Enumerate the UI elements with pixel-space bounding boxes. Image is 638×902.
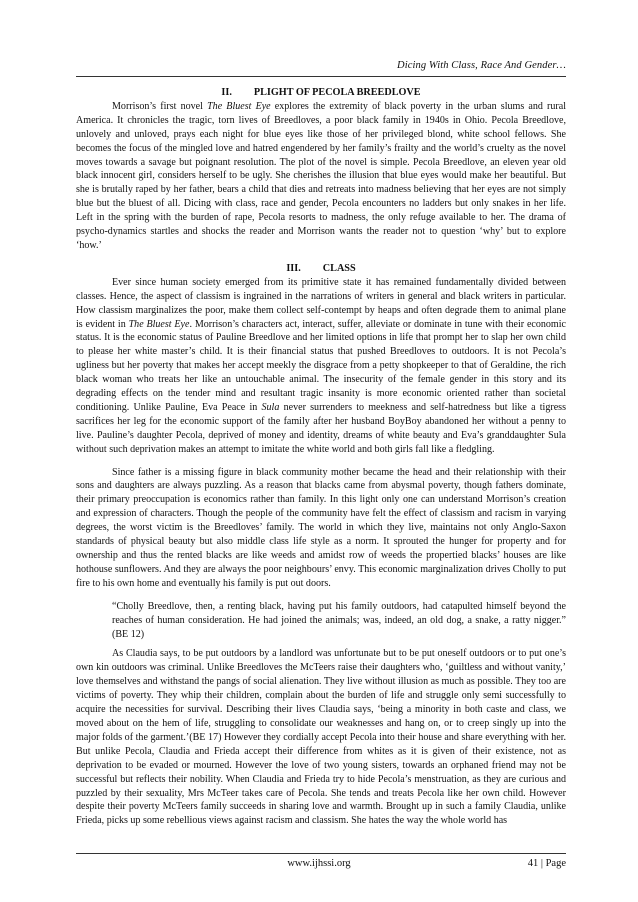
header-rule — [76, 76, 566, 77]
running-title: Dicing With Class, Race And Gender… — [397, 60, 566, 71]
book-title: The Bluest Eye — [128, 318, 190, 330]
section-title: CLASS — [322, 262, 356, 274]
section-heading-class — [76, 262, 566, 276]
footer-url: www.ijhssi.org — [287, 858, 351, 869]
paragraph-class-2: Since father is a missing figure in black community mother became the head and their relationship with their sons and daughters are always puzzling. As a reason that blacks came from abysmal poverty, though fathers dominate, their primary preoccupation is economics rather than family. In this light only one can understand Morrison’s creation and expression of characters. Though the people of the community have felt the effect of classism and racism in varying degrees, the worst victim is the Breedloves’ family. The world in which they live, maintains not only Anglo-Saxon standards of physical beauty but also middle class life style as a norm. It sprouted the hunger for property and for ownership and thus the rented blacks are like weeds and amidst row of weeds the propertied blacks’ houses are like hothouse sunflowers. And they are always the poor neighbours’ envy. This economic marginalization drives Cholly to put fire to his own home and eventually his family is put out doors. — [76, 466, 566, 589]
paragraph-class-1 — [76, 276, 566, 457]
section-title: PLIGHT OF PECOLA BREEDLOVE — [253, 87, 421, 98]
section-number: III. — [286, 262, 301, 274]
paragraph-class-3: As Claudia says, to be put outdoors by a landlord was unfortunate but to be put oneself outdoors or to put one’s own kin outdoors was criminal. Unlike Breedloves the McTeers raise their daughters who, ‘guiltless and without vanity,’ love themselves and withstand the pangs of social alienation. They live without illusion as much as possible. They too are victims of poverty. They whip their children, complain about the burden of life and struggle only semi successfully to acquire the necessities for survival. Describing their lives Claudia says, ‘being a minority in both caste and class, we moved about on the hem of life, struggling to consolidate our weaknesses and hang on, or to creep singly up into the major folds of the garment.’(BE 17) However they cordially accept Pecola into their house and share everything with her. But unlike Pecola, Claudia and Frieda accept their difference from whites as it is given of their existence, not as deprivation to be evaded or mourned. However the love of two young sisters, towards an orphaned friend may not be successful but reflects their nobility. When Claudia and Frieda try to hide Pecola’s menstruation, as they are curious and puzzled by their sexuality, Mrs McTeer takes care of Pecola. She tends and treats Pecola like her own child. However despite their poverty McTeers family succeeds in sharing love and warmth. Brought up in such a family Claudia, unlike Frieda, picks up some rebellious views against racism and classism. She hates the way the whole world has — [76, 648, 566, 827]
book-title: Sula — [261, 401, 280, 413]
text-run: Ever since human society emerged from its primitive state it has remained fundamentally divided between classes. Hence, the aspect of classism is ingrained in the narrations of writers in general and black writers in particular. How classism marginalizes the poor, make them collect self-contempt by heaps and often degrade them to animal plane is evident in — [76, 276, 566, 330]
text-run: never surrenders to meekness and self-hatredness but like a tigress sacrifices her leg for the economic support of the family after her husband BoyBoy abandoned her without a penny to live. Pauline’s daughter Pecola, deprived of money and identity, dreams of white beauty and Eva’s granddaughter Sula without such deprivation makes an attempt to imitate the white world and both girls fall like a fledgling. — [76, 401, 566, 455]
footer-rule — [76, 853, 566, 854]
section-number: II. — [221, 87, 232, 98]
page-number: 41 | Page — [527, 858, 566, 869]
text-run: . Morrison’s characters act, interact, suffer, alleviate or dominate in tune with their economic status. It is the economic status of Pauline Breedlove and her limited options in life that prompt her to slap her own child to please her white master’s child. It is their financial status that pushed Breedloves to outdoors. It is not Pecola’s ugliness but her poverty that makes her accept meekly the disgrace from a petty shopkeeper to that of Geraldine, the rich black woman who treats her like an untouchable animal. The insecurity of the female gender in this story and its degrading effects on the tender mind and resultant tragic insanity is more economic oriented rather than societal conditioning. Unlike Pauline, Eva Peace in — [76, 318, 566, 413]
article-body — [76, 86, 566, 828]
block-quote: “Cholly Breedlove, then, a renting black, having put his family outdoors, had catapulted himself beyond the reaches of human consideration. He had joined the animals; was, indeed, an old dog, a snake, a ratty nigger.” (BE 12) — [112, 600, 566, 640]
book-title: The Bluest Eye — [207, 100, 271, 112]
paragraph-plight — [76, 100, 566, 253]
section-heading-plight — [76, 86, 566, 100]
text-run: Morrison’s first novel — [112, 100, 208, 112]
text-run: explores the extremity of black poverty in the urban slums and rural America. It chronicles the tragic, torn lives of Breedloves, a poor black family in 1940s in Ohio. Pecola Breedlove, unlovely and unloved, prays each night for blue eyes like those of her privileged blond, white school fellows. She becomes the focus of the mingled love and hatred engendered by her family’s frailty and the world’s cruelty as the novel moves towards a savage but poignant resolution. The plot of the novel is simple. Pecola Breedlove, an eleven year old black innocent girl, considers herself to be ugly. She cherishes the illusion that blue eyes would make her beautiful. But she is brutally raped by her father, bears a child that dies and retreats into madness believing that her eyes are not simply blue but the bluest of all. Dicing with class, race and gender, Pecola encounters no ladders but only snakes in her life. Left in the spring with the burden of rape, Pecola resorts to madness, the only refuge available to her. The drama of psycho-dynamics startles and shocks the reader and Morrison wants the reader not to question ‘why’ but to explore ‘how.’ — [76, 100, 567, 251]
